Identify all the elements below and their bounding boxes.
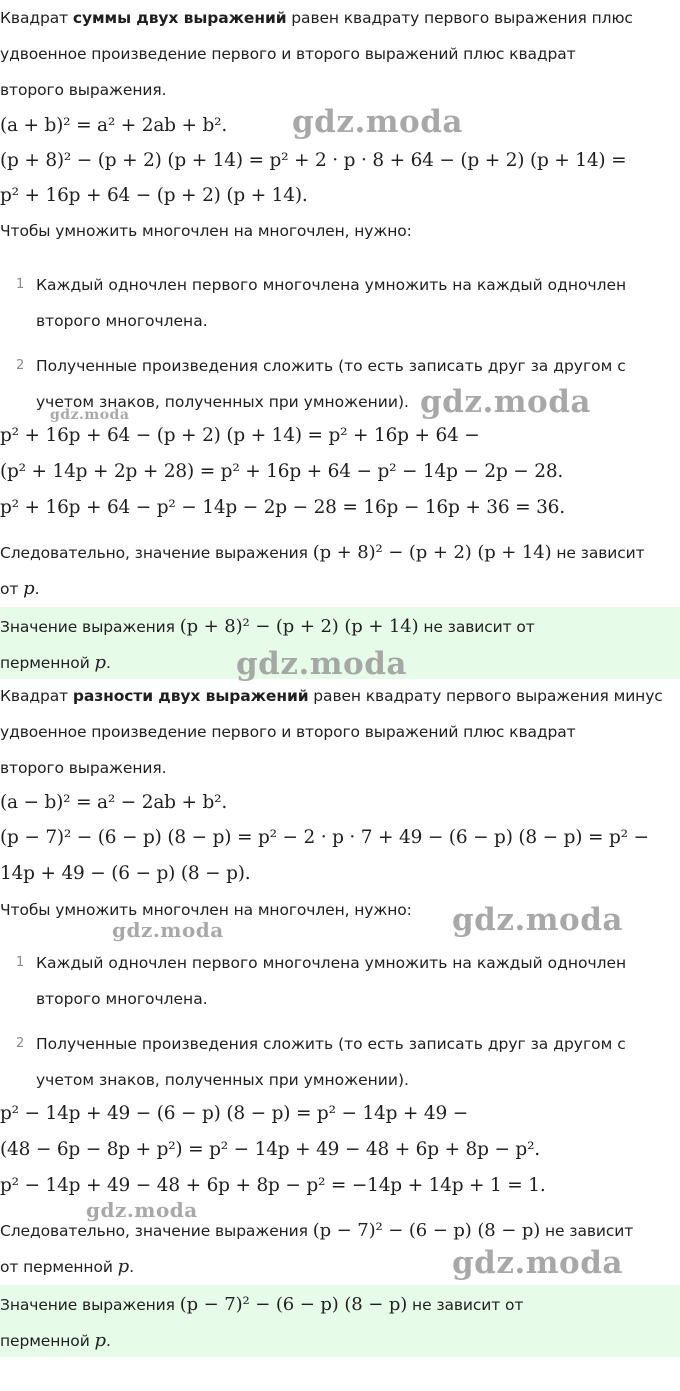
s1-conclusion-expression: (p + 8)² − (p + 2) (p + 14) xyxy=(312,542,552,563)
s1-answer-line-1: Значение выражения (p + 8)² − (p + 2) (p + 14) не зависит от xyxy=(0,616,535,637)
s1-rule-2-line-2: учетом знаков, полученных при умножении). xyxy=(36,393,409,411)
s1-intro-line-3: второго выражения. xyxy=(0,81,167,99)
watermark: gdz.moda xyxy=(86,1198,198,1222)
s1-answer-line-2: перменной p. xyxy=(0,652,111,673)
watermark: gdz.moda xyxy=(452,1245,623,1281)
s2-answer-box xyxy=(0,1285,680,1357)
s2-rule-2-number: 2 xyxy=(16,1036,25,1051)
s1-intro-bold: суммы двух выражений xyxy=(72,9,287,27)
s1-rule-1-number: 1 xyxy=(16,277,25,292)
s2-eq3: p² − 14p + 49 − 48 + 6p + 8p − p² = −14p + 14p + 1 = 1. xyxy=(0,1175,546,1196)
watermark: gdz.moda xyxy=(420,384,591,420)
s1-eq1-line-2: p² + 16p + 64 − (p + 2) (p + 14). xyxy=(0,185,308,206)
s2-conclusion-expression: (p − 7)² − (6 − p) (8 − p) xyxy=(312,1220,541,1241)
watermark: gdz.moda xyxy=(236,646,407,682)
s1-eq1-line-1: (p + 8)² − (p + 2) (p + 14) = p² + 2 · p · 8 + 64 − (p + 2) (p + 14) = xyxy=(0,150,627,171)
s2-answer-expression: (p − 7)² − (6 − p) (8 − p) xyxy=(179,1294,408,1315)
s1-rule-intro: Чтобы умножить многочлен на многочлен, нужно: xyxy=(0,222,412,240)
watermark: gdz.moda xyxy=(452,902,623,938)
s2-intro-line-1: Квадрат разности двух выражений равен квадрату первого выражения минус xyxy=(0,687,663,705)
s2-formula: (a − b)² = a² − 2ab + b². xyxy=(0,792,227,813)
watermark: gdz.moda xyxy=(50,407,130,423)
s1-conclusion-line-2: от p. xyxy=(0,578,40,599)
s1-eq2-line-1: p² + 16p + 64 − (p + 2) (p + 14) = p² + 16p + 64 − xyxy=(0,425,480,446)
s1-intro-line-1: Квадрат суммы двух выражений равен квадрату первого выражения плюс xyxy=(0,9,633,27)
s2-rule-2-line-1: Полученные произведения сложить (то есть записать друг за другом с xyxy=(36,1035,626,1053)
s1-intro-line-2: удвоенное произведение первого и второго выражений плюс квадрат xyxy=(0,45,576,63)
s2-rule-2-line-2: учетом знаков, полученных при умножении). xyxy=(36,1071,409,1089)
s1-rule-1-line-2: второго многочлена. xyxy=(36,312,208,330)
s2-intro-bold: разности двух выражений xyxy=(72,687,309,705)
s2-eq2-line-2: (48 − 6p − 8p + p²) = p² − 14p + 49 − 48 + 6p + 8p − p². xyxy=(0,1139,540,1160)
s2-conclusion-line-2: от перменной p. xyxy=(0,1256,134,1277)
s2-eq1-line-2: 14p + 49 − (6 − p) (8 − p). xyxy=(0,863,251,884)
s2-rule-1-line-2: второго многочлена. xyxy=(36,990,208,1008)
s1-rule-2-number: 2 xyxy=(16,358,25,373)
s1-eq3: p² + 16p + 64 − p² − 14p − 2p − 28 = 16p − 16p + 36 = 36. xyxy=(0,497,565,518)
s2-conclusion-line-1: Следовательно, значение выражения (p − 7)² − (6 − p) (8 − p) не зависит xyxy=(0,1220,634,1241)
s1-rule-2-line-1: Полученные произведения сложить (то есть записать друг за другом с xyxy=(36,357,626,375)
s1-answer-expression: (p + 8)² − (p + 2) (p + 14) xyxy=(179,616,419,637)
s2-intro-line-2: удвоенное произведение первого и второго выражений плюс квадрат xyxy=(0,723,576,741)
s1-eq2-line-2: (p² + 14p + 2p + 28) = p² + 16p + 64 − p² − 14p − 2p − 28. xyxy=(0,461,564,482)
s2-intro-line-3: второго выражения. xyxy=(0,759,167,777)
s1-conclusion-line-1: Следовательно, значение выражения (p + 8)² − (p + 2) (p + 14) не зависит xyxy=(0,542,645,563)
s2-rule-intro: Чтобы умножить многочлен на многочлен, нужно: xyxy=(0,901,412,919)
watermark: gdz.moda xyxy=(112,918,224,942)
s1-rule-1-line-1: Каждый одночлен первого многочлена умножить на каждый одночлен xyxy=(36,276,627,294)
s2-answer-line-2: перменной p. xyxy=(0,1330,111,1351)
s1-formula: (a + b)² = a² + 2ab + b². xyxy=(0,115,227,136)
s2-eq1-line-1: (p − 7)² − (6 − p) (8 − p) = p² − 2 · p · 7 + 49 − (6 − p) (8 − p) = p² − xyxy=(0,827,649,848)
s2-eq2-line-1: p² − 14p + 49 − (6 − p) (8 − p) = p² − 14p + 49 − xyxy=(0,1103,469,1124)
s2-rule-1-line-1: Каждый одночлен первого многочлена умножить на каждый одночлен xyxy=(36,954,627,972)
s2-rule-1-number: 1 xyxy=(16,955,25,970)
s2-answer-line-1: Значение выражения (p − 7)² − (6 − p) (8 − p) не зависит от xyxy=(0,1294,524,1315)
watermark: gdz.moda xyxy=(292,104,463,140)
